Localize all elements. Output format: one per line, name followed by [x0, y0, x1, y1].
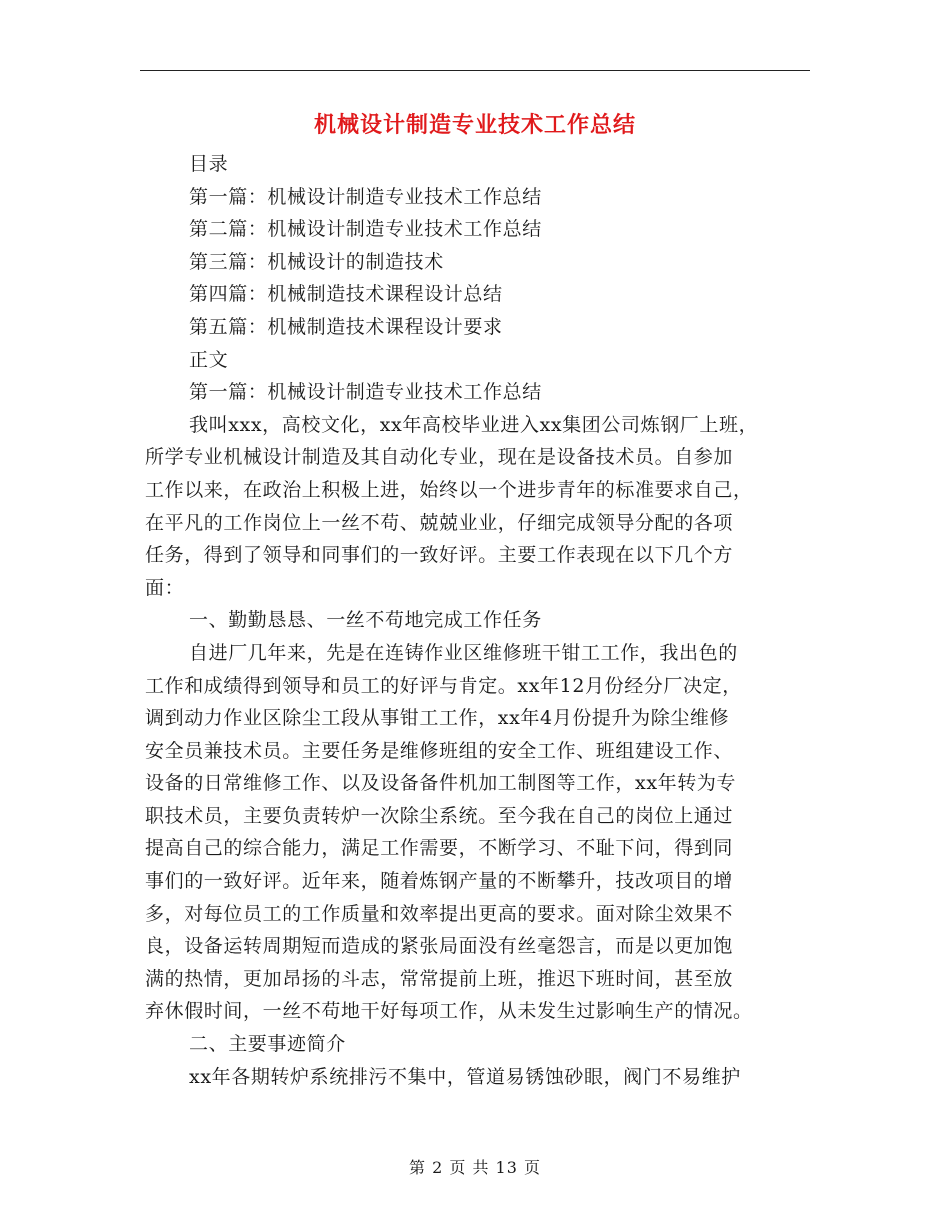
text-line: 设备的日常维修工作、以及设备备件机加工制图等工作，xx年转为专 — [145, 772, 737, 795]
text-line: 在平凡的工作岗位上一丝不苟、兢兢业业，仔细完成领导分配的各项 — [145, 511, 734, 534]
text-line: 二、主要事迹简介 — [189, 1033, 346, 1056]
text-line: 第二篇：机械设计制造专业技术工作总结 — [189, 218, 542, 241]
text-line: 面： — [145, 576, 185, 599]
text-line: 工作以来，在政治上积极上进，始终以一个进步青年的标准要求自己， — [145, 478, 753, 501]
text-line: 目录 — [189, 153, 229, 175]
text-line: 第一篇：机械设计制造专业技术工作总结 — [189, 381, 542, 404]
text-line: 工作和成绩得到领导和员工的好评与肯定。xx年12月份经分厂决定， — [145, 674, 742, 697]
text-line: 所学专业机械设计制造及其自动化专业，现在是设备技术员。自参加 — [145, 446, 734, 469]
text-line: xx年各期转炉系统排污不集中，管道易锈蚀砂眼，阀门不易维护 — [189, 1065, 741, 1088]
document-title: 机械设计制造专业技术工作总结 — [313, 112, 636, 138]
text-line: 第三篇：机械设计的制造技术 — [189, 250, 444, 273]
header-rule — [140, 70, 810, 71]
text-line: 弃休假时间，一丝不苟地干好每项工作，从未发生过影响生产的情况。 — [145, 1000, 753, 1023]
page-footer: 第 2 页 共 13 页 — [409, 1158, 541, 1177]
text-line: 第四篇：机械制造技术课程设计总结 — [189, 283, 503, 306]
document-body — [145, 148, 810, 1093]
text-line: 自进厂几年来，先是在连铸作业区维修班干钳工工作，我出色的 — [189, 641, 738, 664]
text-line: 我叫xxx，高校文化，xx年高校毕业进入xx集团公司炼钢厂上班， — [189, 413, 759, 436]
text-line: 调到动力作业区除尘工段从事钳工工作，xx年4月份提升为除尘维修 — [145, 707, 730, 730]
text-line: 良，设备运转周期短而造成的紧张局面没有丝毫怨言，而是以更加饱 — [145, 935, 734, 958]
text-line: 职技术员，主要负责转炉一次除尘系统。至今我在自己的岗位上通过 — [145, 804, 734, 827]
text-line: 多，对每位员工的工作质量和效率提出更高的要求。面对除尘效果不 — [145, 902, 734, 925]
text-line: 一、勤勤恳恳、一丝不苟地完成工作任务 — [189, 609, 542, 632]
text-line: 事们的一致好评。近年来，随着炼钢产量的不断攀升，技改项目的增 — [145, 870, 734, 893]
text-line: 第五篇：机械制造技术课程设计要求 — [189, 315, 503, 338]
text-line: 任务，得到了领导和同事们的一致好评。主要工作表现在以下几个方 — [145, 544, 734, 567]
text-line: 正文 — [189, 348, 229, 371]
text-line: 提高自己的综合能力，满足工作需要，不断学习、不耻下问，得到同 — [145, 837, 734, 860]
text-line: 第一篇：机械设计制造专业技术工作总结 — [189, 185, 542, 208]
text-line: 满的热情，更加昂扬的斗志，常常提前上班，推迟下班时间，甚至放 — [145, 967, 734, 990]
text-line: 安全员兼技术员。主要任务是维修班组的安全工作、班组建设工作、 — [145, 739, 734, 762]
